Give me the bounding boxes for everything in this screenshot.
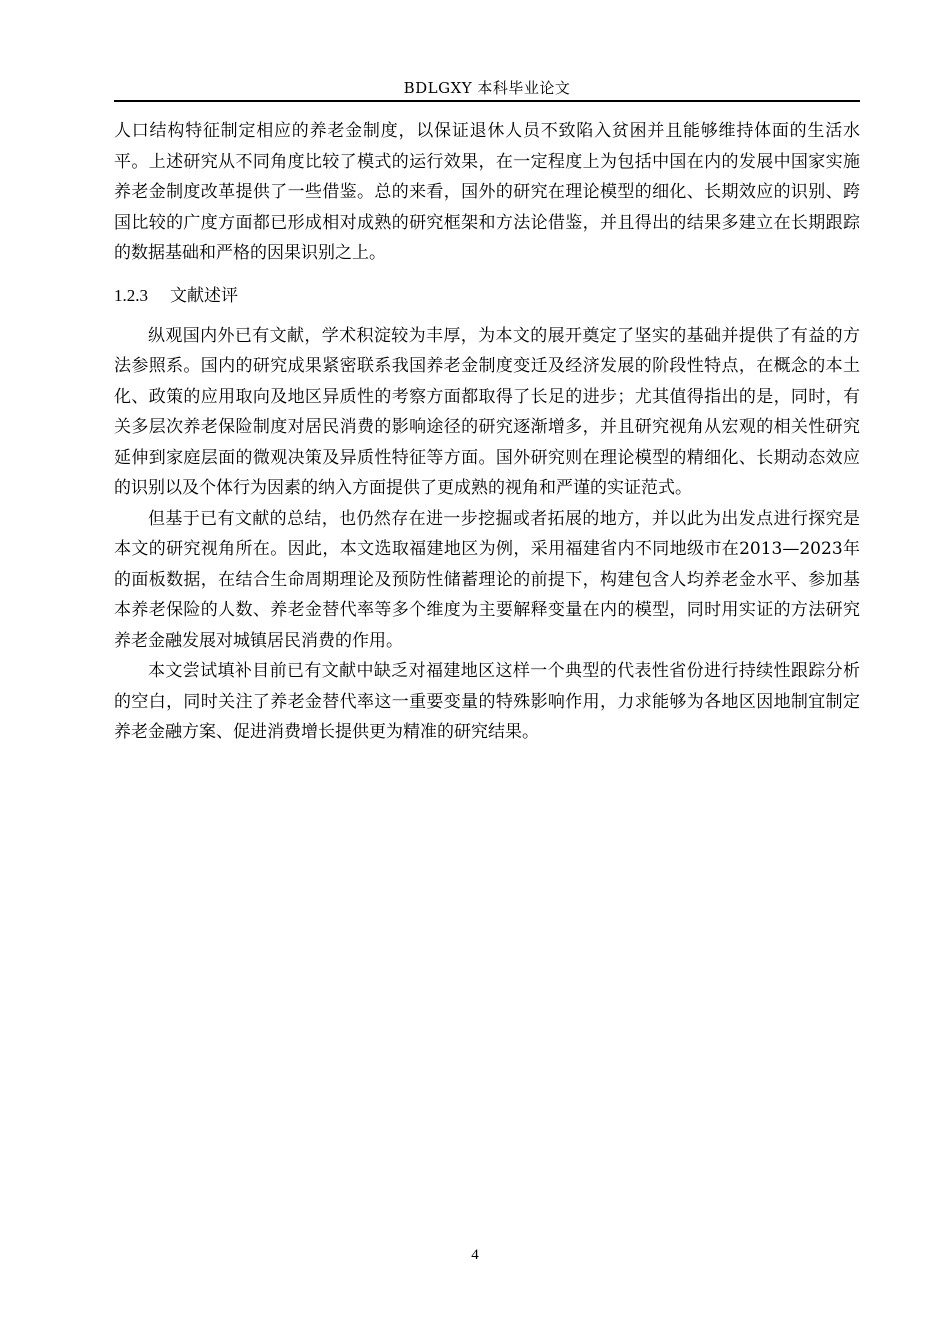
running-header: BDLGXY 本科毕业论文	[403, 79, 571, 97]
section-heading	[114, 281, 860, 311]
page-number: 4	[471, 1247, 479, 1263]
paragraph-continued: 人口结构特征制定相应的养老金制度，以保证退休人员不致陷入贫困并且能够维持体面的生活水平。上述研究从不同角度比较了模式的运行效果，在一定程度上为包括中国在内的发展中国家实施养老金制度改革提供了一些借鉴。总的来看，国外的研究在理论模型的细化、长期效应的识别、跨国比较的广度方面都已形成相对成熟的研究框架和方法论借鉴，并且得出的结果多建立在长期跟踪的数据基础和严格的因果识别之上。	[114, 121, 860, 263]
paragraph-2: 但基于已有文献的总结，也仍然存在进一步挖掘或者拓展的地方，并以此为出发点进行探究是本文的研究视角所在。因此，本文选取福建地区为例，采用福建省内不同地级市在2013—2023年的面板数据，在结合生命周期理论及预防性储蓄理论的前提下，构建包含人均养老金水平、参加基本养老保险的人数、养老金替代率等多个维度为主要解释变量在内的模型，同时用实证的方法研究养老金融发展对城镇居民消费的作用。	[114, 508, 860, 651]
header-rule	[114, 100, 860, 102]
paragraph-3: 本文尝试填补目前已有文献中缺乏对福建地区这样一个典型的代表性省份进行持续性跟踪分析的空白，同时关注了养老金替代率这一重要变量的特殊影响作用，力求能够为各地区因地制宜制定养老金融方案、促进消费增长提供更为精准的研究结果。	[114, 661, 860, 742]
section-number: 1.2.3	[114, 285, 148, 305]
paragraph-1: 纵观国内外已有文献，学术积淀较为丰厚，为本文的展开奠定了坚实的基础并提供了有益的方法参照系。国内的研究成果紧密联系我国养老金制度变迁及经济发展的阶段性特点，在概念的本土化、政策的应用取向及地区异质性的考察方面都取得了长足的进步；尤其值得指出的是，同时，有关多层次养老保险制度对居民消费的影响途径的研究逐渐增多，并且研究视角从宏观的相关性研究延伸到家庭层面的微观决策及异质性特征等方面。国外研究则在理论模型的精细化、长期动态效应的识别以及个体行为因素的纳入方面提供了更成熟的视角和严谨的实证范式。	[114, 325, 860, 498]
body-text	[114, 116, 860, 748]
section-title: 文献述评	[170, 285, 238, 306]
